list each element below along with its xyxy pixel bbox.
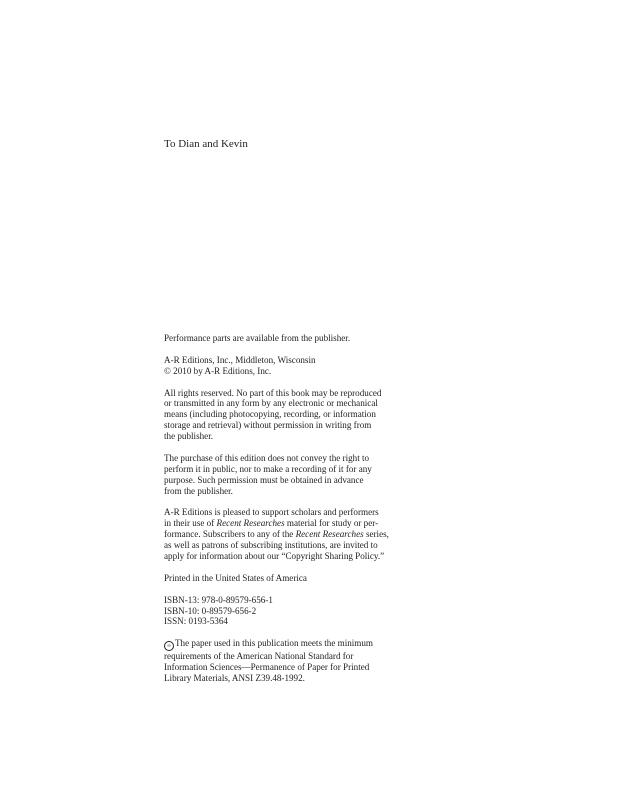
paper-standard-line: Information Sciences—Permanence of Paper for Printed xyxy=(164,662,370,673)
rights-paragraph xyxy=(164,388,424,443)
isbn-10: ISBN-10: 0-89579-656-2 xyxy=(164,605,257,616)
purchase-line: from the publisher. xyxy=(164,485,233,496)
copyright-colophon xyxy=(164,333,424,695)
rights-line: means (including photocopying, recording, or information xyxy=(164,409,376,420)
paper-standard-paragraph xyxy=(164,638,424,684)
series-title: Recent Researches xyxy=(295,529,364,540)
rights-line: or transmitted in any form by any electronic or mechanical xyxy=(164,398,378,409)
purchase-line: purpose. Such permission must be obtained in advance xyxy=(164,474,364,485)
support-text: series, xyxy=(363,529,389,540)
paper-standard-text: The paper used in this publication meets the minimum xyxy=(175,638,374,649)
support-line xyxy=(164,529,424,540)
paper-standard-line: requirements of the American National Standard for xyxy=(164,651,354,662)
support-line: apply for information about our “Copyright Sharing Policy.” xyxy=(164,551,385,562)
identifiers-block xyxy=(164,595,424,628)
dedication: To Dian and Kevin xyxy=(164,138,248,150)
series-title: Recent Researches xyxy=(216,518,285,529)
copyright-notice: © 2010 by A-R Editions, Inc. xyxy=(164,365,272,376)
support-line xyxy=(164,518,424,529)
support-text: material for study or per- xyxy=(284,518,379,529)
support-text: in their use of xyxy=(164,518,217,529)
paper-standard-line xyxy=(164,638,424,651)
issn: ISSN: 0193-5364 xyxy=(164,616,228,627)
support-paragraph xyxy=(164,507,424,562)
support-line: A-R Editions is pleased to support scholars and performers xyxy=(164,507,379,518)
rights-line: storage and retrieval) without permission in writing from xyxy=(164,420,372,431)
performance-parts-note xyxy=(164,333,424,344)
support-text: formance. Subscribers to any of the xyxy=(164,529,296,540)
publisher-block xyxy=(164,355,424,377)
permanent-paper-icon: ∞ xyxy=(164,641,174,651)
printed-in-note xyxy=(164,573,424,584)
purchase-paragraph xyxy=(164,453,424,497)
rights-line: All rights reserved. No part of this book may be reproduced xyxy=(164,387,382,398)
isbn-13: ISBN-13: 978-0-89579-656-1 xyxy=(164,594,273,605)
purchase-line: The purchase of this edition does not convey the right to xyxy=(164,452,370,463)
performance-parts-text: Performance parts are available from the publisher. xyxy=(164,333,351,343)
printed-in-text: Printed in the United States of America xyxy=(164,572,307,583)
support-line: as well as patrons of subscribing institutions, are invited to xyxy=(164,540,378,551)
publisher-name-location: A-R Editions, Inc., Middleton, Wisconsin xyxy=(164,354,316,365)
rights-line: the publisher. xyxy=(164,431,213,442)
paper-standard-line: Library Materials, ANSI Z39.48-1992. xyxy=(164,673,305,684)
purchase-line: perform it in public, nor to make a recording of it for any xyxy=(164,463,372,474)
